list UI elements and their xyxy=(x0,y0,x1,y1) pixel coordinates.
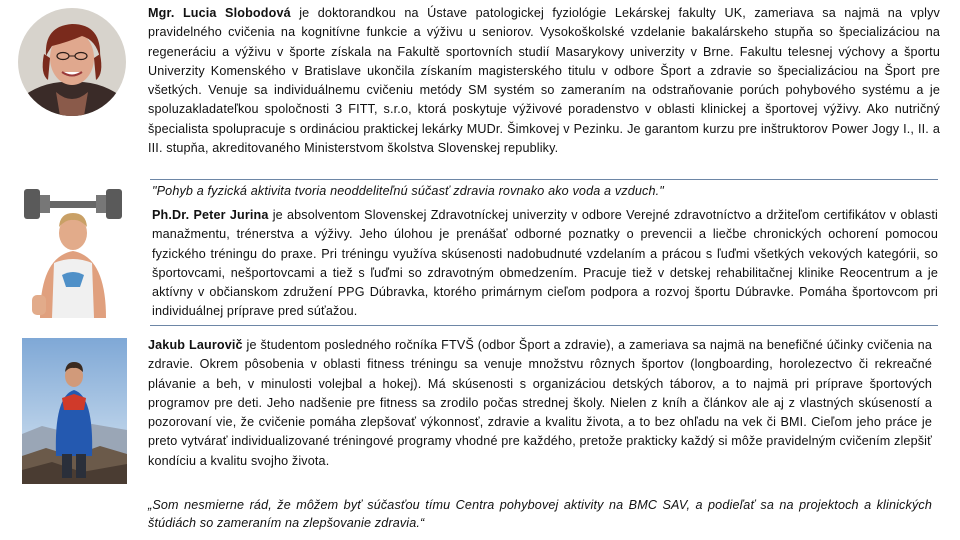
person-name: Jakub Laurovič xyxy=(148,338,243,352)
bio-text: je absolventom Slovenskej Zdravotníckej univerzity v odbore Verejné zdravotníctvo a držiteľom certifikátov v oblasti manažmentu, trénerstva a výživy. Jeho úlohou je prenášať odborné poznatky o prevencii a liečbe chronických ochorení pomocou fyzického tréningu do praxe. Pri tréningu využíva skúsenosti nadobudnuté vzdelaním a prácou s ľuďmi všetkých vekových kategórii, so športovcami, nešportovcami a tiež s ľuďmi so zdravotným obmedzením. Pracuje tiež v detskej rehabilitačnej klinike Reocentrum a je aktívny v občianskom združení PPG Dúbravka, ktorého primárnym cieľom podpora a rozvoj športu Dúbravke. Pomáha športovcom pri individuálnej príprave pred súťažou. xyxy=(152,208,938,319)
person-name: Mgr. Lucia Slobodová xyxy=(148,6,291,20)
portrait-jakub-laurovic xyxy=(22,338,127,484)
bio-text: je doktorandkou na Ústave patologickej fyziológie Lekárskej fakulty UK, zameriava sa najmä na vplyv pravidelného cvičenia na kognitívne funkcie a výživu u seniorov. Vysokoškolské vzdelanie bakalárskeho stupňa so špecializáciou na regeneráciu a výživu v športe získala na Fakultě sportovních studií Masarykovy univerzity v Brne. Fakultu telesnej výchovy a športu Univerzity Komenského v Bratislave ukončila získaním magisterského titulu v odbore Šport a zdravie so špecializáciou na Šport pre všetkých. Venuje sa individuálnemu cvičeniu metódy SM systém so zameraním na odstraňovanie porúch pohybového systému a je spoluzakladateľkou spoločnosti 3 FITT, s.r.o, ktorá poskytuje výživové poradenstvo v oblasti klinickej a športovej výživy. Ako nutričný špecialista spolupracuje s ordináciou praktickej lekárky MUDr. Šimkovej v Pezinku. Je garantom kurzu pre inštruktorov Power Jogy I., II. a III. stupňa, akreditovaného Ministerstvom školstva Slovenskej republiky. xyxy=(148,6,940,156)
divider xyxy=(150,179,938,180)
bio-peter-jurina xyxy=(152,206,938,322)
portrait-peter-jurina xyxy=(20,183,126,318)
person-name: Ph.Dr. Peter Jurina xyxy=(152,208,269,222)
bio-text: je študentom posledného ročníka FTVŠ (odbor Šport a zdravie), a zameriava sa najmä na benefičné účinky cvičenia na zdravie. Okrem pôsobenia v oblasti fitness tréningu sa venuje množstvu rôznych športov (longboarding, horolezectvo či rekreačné plávanie a beh, v minulosti volejbal a hokej). Má skúsenosti s organizáciou detských táborov, a to najmä pri príprave športových programov pre deti. Jeho nadšenie pre fitness sa zrodilo počas strednej školy. Nielen z kníh a článkov ale aj z vlastných skúseností a pozorovaní vie, že cvičenie pomáha zlepšovať výkonnosť, zdravie a kvalitu života, a to bez ohľadu na vek či BMI. Cieľom jeho práce je preto vytvárať individualizované tréningové programy vhodné pre každého, pretože prakticky každý si môže pravidelným cvičením zlepšiť kondíciu a kvalitu svojho života. xyxy=(148,338,932,468)
portrait-lucia-slobodova xyxy=(18,8,126,116)
divider xyxy=(150,325,938,326)
quote-jakub-laurovic: „Som nesmierne rád, že môžem byť súčasťou tímu Centra pohybovej aktivity na BMC SAV, a podieľať sa na projektoch a klinických štúdiách so zameraním na zlepšovanie zdravia.“ xyxy=(148,498,932,530)
quote-lucia-slobodova: "Pohyb a fyzická aktivita tvoria neoddeliteľnú súčasť zdravia rovnako ako voda a vzduch." xyxy=(152,184,664,198)
bio-lucia-slobodova xyxy=(148,4,940,158)
bio-jakub-laurovic xyxy=(148,336,932,471)
